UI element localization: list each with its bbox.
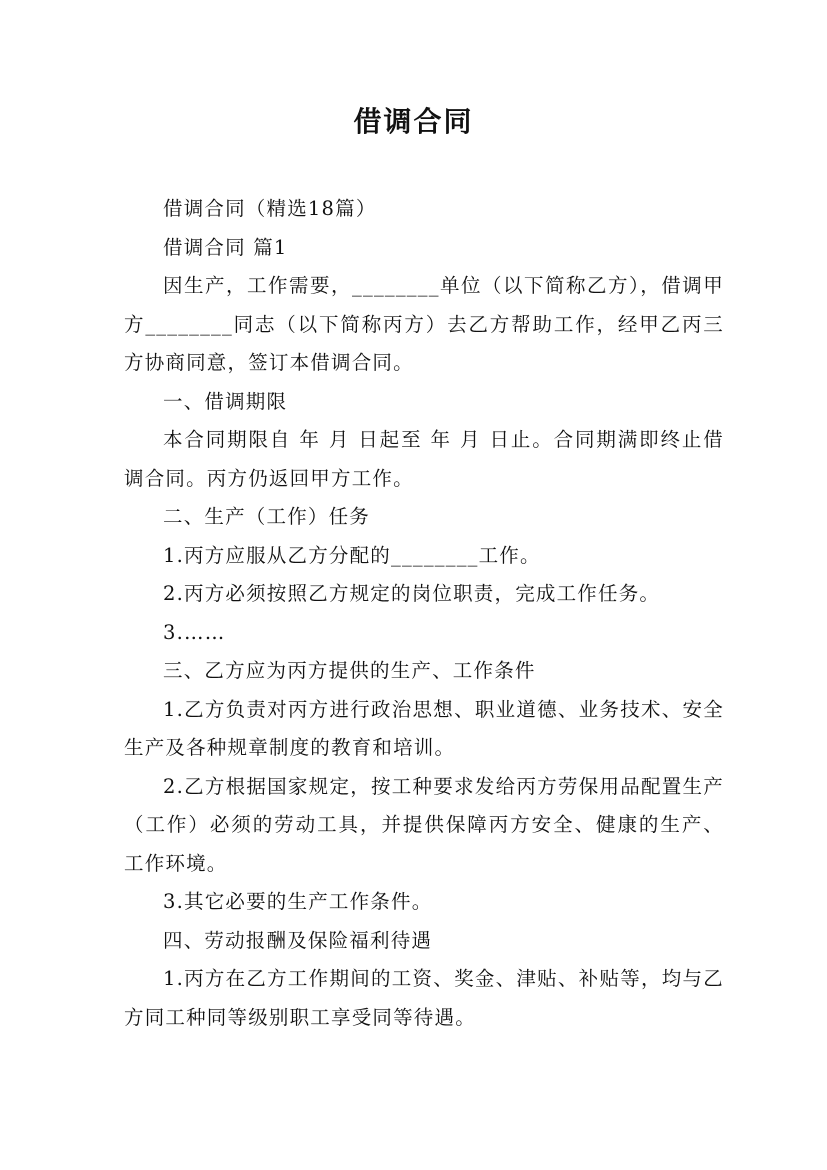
document-title: 借调合同 — [353, 105, 474, 138]
heading-conditions: 三、乙方应为丙方提供的生产、工作条件 — [163, 659, 536, 682]
paragraph-compensation-1: 1.丙方在乙方工作期间的工资、奖金、津贴、补贴等，均与乙方同工种同等级别职工享受同等待遇。 — [124, 967, 724, 1029]
paragraph-task-1: 1.丙方应服从乙方分配的________工作。 — [163, 543, 541, 567]
paragraph-task-2: 2.丙方必须按照乙方规定的岗位职责，完成工作任务。 — [163, 582, 661, 605]
paragraph-condition-3: 3.其它必要的生产工作条件。 — [163, 890, 433, 913]
paragraph-task-3: 3.…… — [163, 620, 226, 644]
paragraph-term: 本合同期限自 年 月 日起至 年 月 日止。合同期满即终止借调合同。丙方仍返回甲方工作。 — [124, 428, 724, 490]
document-body — [124, 190, 724, 1037]
paragraph-condition-2: 2.乙方根据国家规定，按工种要求发给丙方劳保用品配置生产（工作）必须的劳动工具，并提供保障丙方安全、健康的生产、工作环境。 — [124, 774, 724, 875]
heading-tasks: 二、生产（工作）任务 — [163, 505, 371, 528]
paragraph-section-label: 借调合同 篇1 — [163, 235, 288, 259]
heading-term: 一、借调期限 — [163, 389, 288, 413]
paragraph-condition-1: 1.乙方负责对丙方进行政治思想、职业道德、业务技术、安全生产及各种规章制度的教育和培训。 — [124, 697, 724, 759]
paragraph-subtitle: 借调合同（精选18篇） — [163, 197, 377, 220]
heading-compensation: 四、劳动报酬及保险福利待遇 — [163, 928, 433, 952]
paragraph-intro: 因生产，工作需要，________单位（以下简称乙方），借调甲方________同志（以下简称丙方）去乙方帮助工作，经甲乙丙三方协商同意，签订本借调合同。 — [124, 274, 724, 374]
